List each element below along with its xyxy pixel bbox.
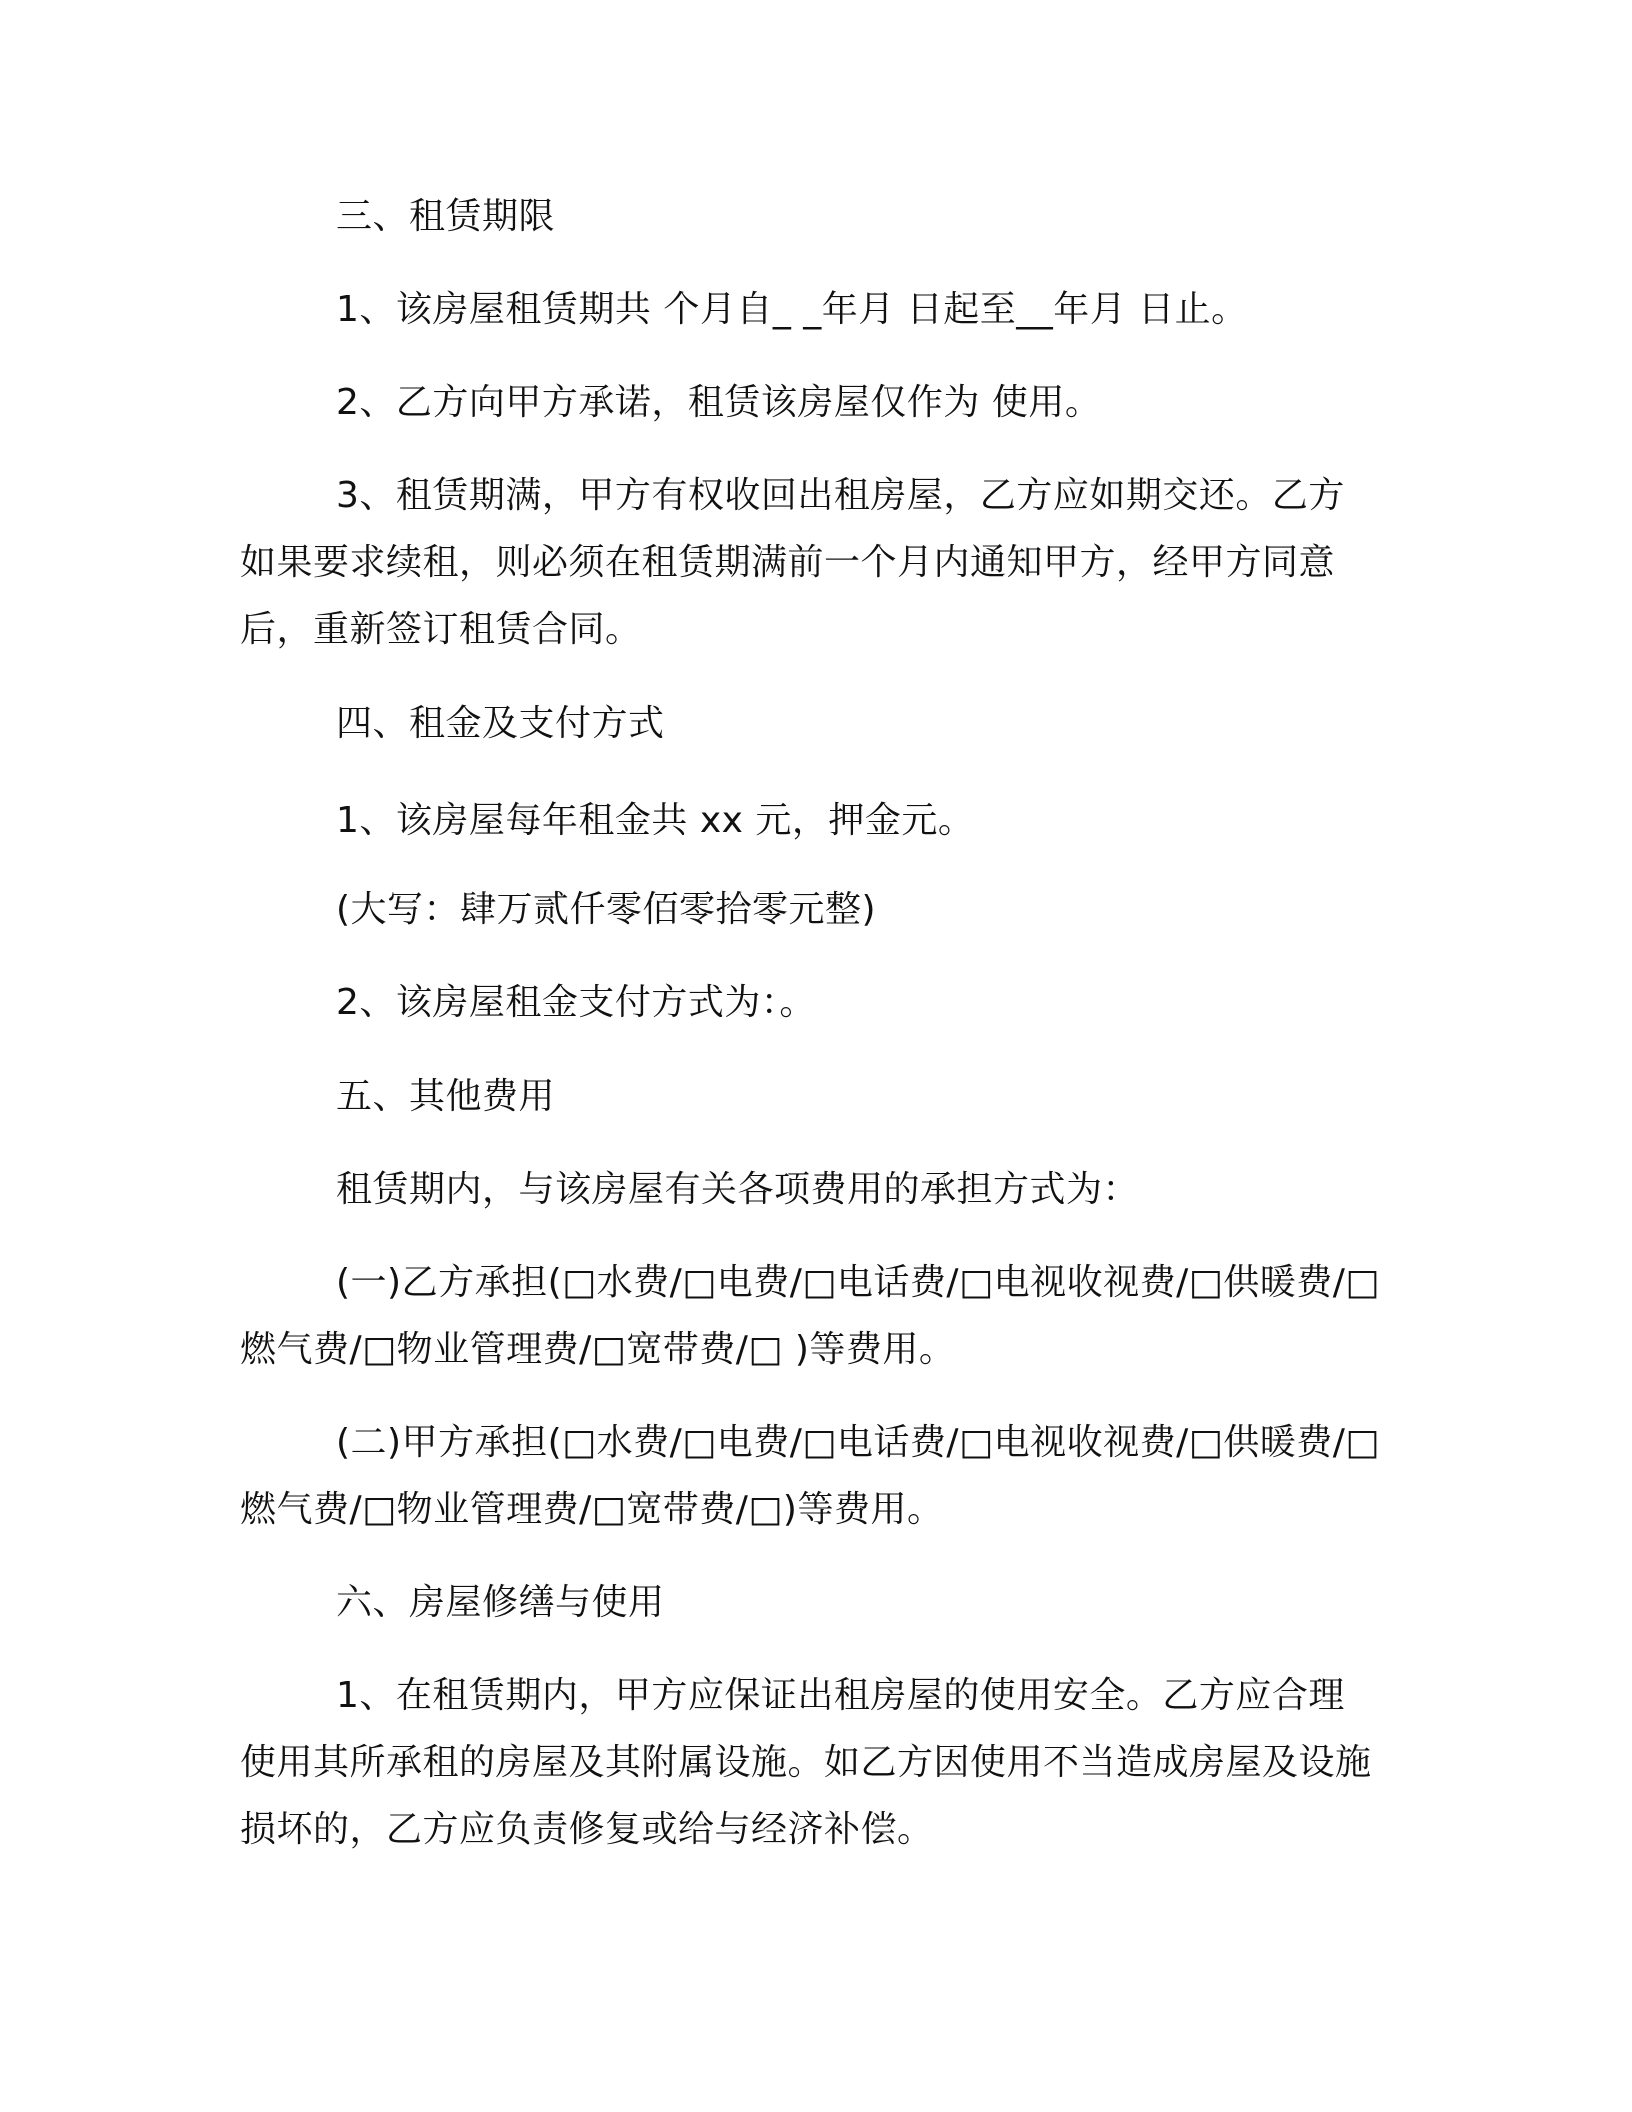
section-heading-lease-term: 三、租赁期限 (336, 196, 556, 237)
clause-annual-rent: 1、该房屋每年租金共 xx 元，押金元。 (336, 800, 975, 841)
clause-lease-expiry: 3、租赁期满，甲方有权收回出租房屋，乙方应如期交还。乙方如果要求续租，则必须在租赁期满前一个月内通知甲方，经甲方同意后，重新签订租赁合同。 (240, 475, 1345, 650)
clause-party-a-fees: (二)甲方承担(□水费/□电费/□电话费/□电视收视费/□供暖费/□燃气费/□物业管理费/□宽带费/□)等费用。 (240, 1422, 1380, 1530)
clause-party-b-fees: (一)乙方承担(□水费/□电费/□电话费/□电视收视费/□供暖费/□燃气费/□物业管理费/□宽带费/□ )等费用。 (240, 1262, 1380, 1370)
clause-rent-in-words: (大写：肆万贰仟零佰零拾零元整) (336, 889, 877, 930)
clause-safe-use: 1、在租赁期内，甲方应保证出租房屋的使用安全。乙方应合理使用其所承租的房屋及其附属设施。如乙方因使用不当造成房屋及设施损坏的，乙方应负责修复或给与经济补偿。 (240, 1675, 1372, 1850)
clause-lease-period: 1、该房屋租赁期共 个月自_ _年月 日起至__年月 日止。 (336, 289, 1248, 330)
clause-usage-promise: 2、乙方向甲方承诺，租赁该房屋仅作为 使用。 (336, 382, 1102, 423)
section-heading-repair-use: 六、房屋修缮与使用 (336, 1582, 665, 1623)
clause-fee-bearing-intro: 租赁期内，与该房屋有关各项费用的承担方式为： (336, 1169, 1140, 1210)
clause-payment-method: 2、该房屋租金支付方式为：。 (336, 982, 816, 1023)
section-heading-rent-payment: 四、租金及支付方式 (336, 703, 665, 744)
section-heading-other-fees: 五、其他费用 (336, 1076, 556, 1117)
